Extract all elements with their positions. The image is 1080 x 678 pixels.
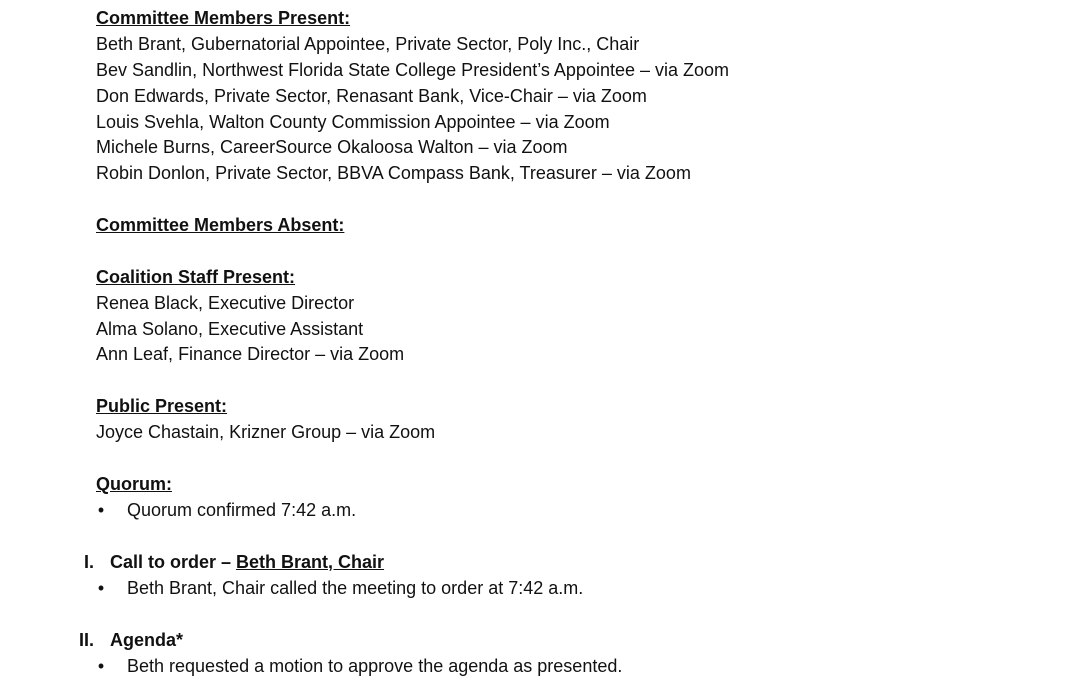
section-number: II.	[78, 630, 94, 650]
member-line: Michele Burns, CareerSource Okaloosa Walton – via Zoom	[96, 137, 568, 157]
staff-line: Alma Solano, Executive Assistant	[96, 319, 364, 339]
section-title-prefix: Agenda*	[110, 630, 184, 650]
members-absent-heading: Committee Members Absent:	[96, 215, 345, 235]
section-title	[110, 550, 384, 574]
bullet-text: Beth Brant, Chair called the meeting to order at 7:42 a.m.	[127, 578, 584, 598]
public-present-heading: Public Present:	[96, 396, 228, 416]
section-number: I.	[83, 552, 94, 572]
bullet-glyph: •	[97, 656, 105, 676]
section-2-heading	[0, 628, 900, 652]
member-line: Don Edwards, Private Sector, Renasant Bank, Vice-Chair – via Zoom	[96, 86, 647, 106]
section-2-bullet	[96, 654, 796, 678]
members-present-heading: Committee Members Present:	[96, 8, 351, 28]
member-line: Robin Donlon, Private Sector, BBVA Compass Bank, Treasurer – via Zoom	[96, 163, 691, 183]
bullet-text: Quorum confirmed 7:42 a.m.	[127, 500, 357, 520]
section-title-prefix: Call to order –	[110, 552, 237, 572]
member-line: Bev Sandlin, Northwest Florida State College President’s Appointee – via Zoom	[96, 60, 730, 80]
member-line: Louis Svehla, Walton County Commission Appointee – via Zoom	[96, 112, 610, 132]
member-line: Beth Brant, Gubernatorial Appointee, Private Sector, Poly Inc., Chair	[96, 34, 640, 54]
bullet-text: Beth requested a motion to approve the agenda as presented.	[127, 656, 623, 676]
bullet-glyph: •	[97, 578, 105, 598]
quorum-heading: Quorum:	[96, 474, 172, 494]
staff-present-heading: Coalition Staff Present:	[96, 267, 296, 287]
bullet-glyph: •	[97, 500, 105, 520]
section-1-heading	[0, 550, 900, 574]
quorum-bullet	[96, 498, 696, 522]
section-1-bullet	[96, 576, 796, 600]
staff-line: Renea Black, Executive Director	[96, 293, 355, 313]
section-title	[110, 628, 183, 652]
public-line: Joyce Chastain, Krizner Group – via Zoom	[96, 422, 436, 442]
section-title-presenter: Beth Brant, Chair	[236, 552, 385, 572]
staff-line: Ann Leaf, Finance Director – via Zoom	[96, 344, 405, 364]
